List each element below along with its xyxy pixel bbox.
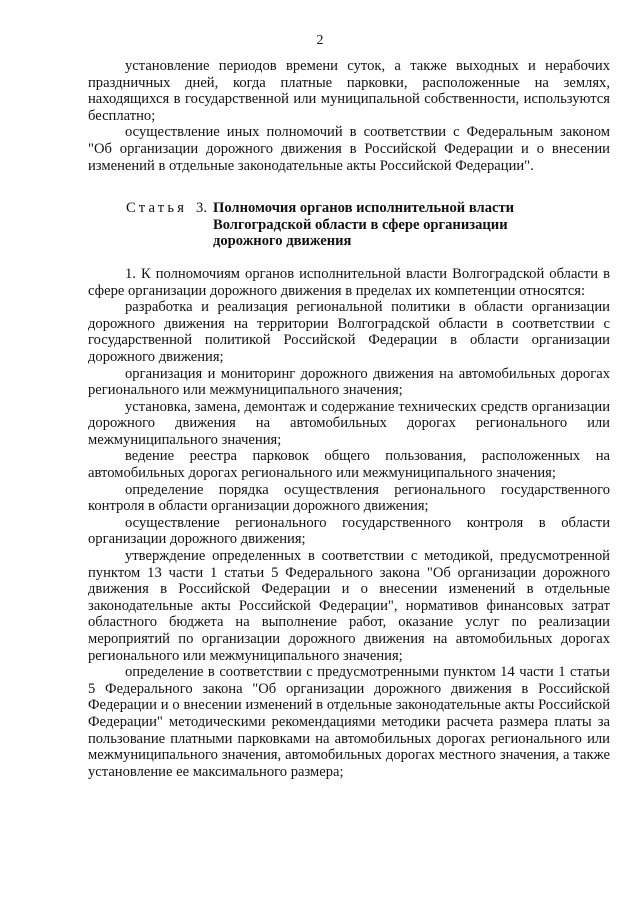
document-body (88, 58, 610, 780)
article-heading (88, 200, 610, 250)
article-label (88, 200, 213, 217)
paragraph-body-2: разработка и реализация региональной политики в области организации дорожного движения на территории Волгоградской области в соответствии с государственной политикой Российской Федерации в области организации дорожного движения; (88, 299, 610, 365)
page-number: 2 (316, 33, 324, 48)
article-word: Статья (126, 200, 188, 217)
paragraph-intro-2: осуществление иных полномочий в соответствии с Федеральным законом "Об организации дорожного движения в Российской Федерации и о внесении изменений в отдельные законодательные акты Российской Федерации". (88, 124, 610, 174)
paragraph-body-4: установка, замена, демонтаж и содержание технических средств организации дорожного движения на автомобильных дорогах регионального или межмуниципального значения; (88, 398, 610, 448)
paragraph-body-6: определение порядка осуществления регионального государственного контроля в области организации дорожного движения; (88, 481, 610, 515)
paragraph-body-9: определение в соответствии с предусмотренными пунктом 14 части 1 статьи 5 Федерального закона "Об организации дорожного движения в Российской Федерации и о внесении изменений в отдельные законодательные акты Российской Федерации" методическими рекомендациями методики расчета размера платы за пользование платными парковками на автомобильных дорогах регионального или межмуниципального значения, автомобильных дорогах местного значения, а также установление ее максимального размера; (88, 664, 610, 780)
article-number: 3. (196, 200, 207, 217)
paragraph-body-8: утверждение определенных в соответствии с методикой, предусмотренной пунктом 13 части 1 статьи 5 Федерального закона "Об организации дорожного движения в Российской Федерации и о внесении изменений в отдельные законодательные акты Российской Федерации", нормативов финансовых затрат областного бюджета на выполнение работ, оказание услуг по реализации мероприятий по организации дорожного движения на автомобильных дорогах регионального или межмуниципального значения; (88, 548, 610, 664)
paragraph-intro-1: установление периодов времени суток, а также выходных и нерабочих праздничных дней, когда платные парковки, расположенные на землях, находящихся в государственной или муниципальной собственности, используются бесплатно; (88, 58, 610, 124)
paragraph-body-1: 1. К полномочиям органов исполнительной власти Волгоградской области в сфере организации дорожного движения в пределах их компетенции относятся: (88, 265, 610, 299)
paragraph-body-3: организация и мониторинг дорожного движения на автомобильных дорогах регионального или межмуниципального значения; (88, 365, 610, 399)
paragraph-body-7: осуществление регионального государственного контроля в области организации дорожного движения; (88, 514, 610, 548)
paragraph-body-5: ведение реестра парковок общего пользования, расположенных на автомобильных дорогах регионального или межмуниципального значения; (88, 448, 610, 482)
article-title: Полномочия органов исполнительной власти Волгоградской области в сфере организации дорожного движения (212, 200, 515, 250)
